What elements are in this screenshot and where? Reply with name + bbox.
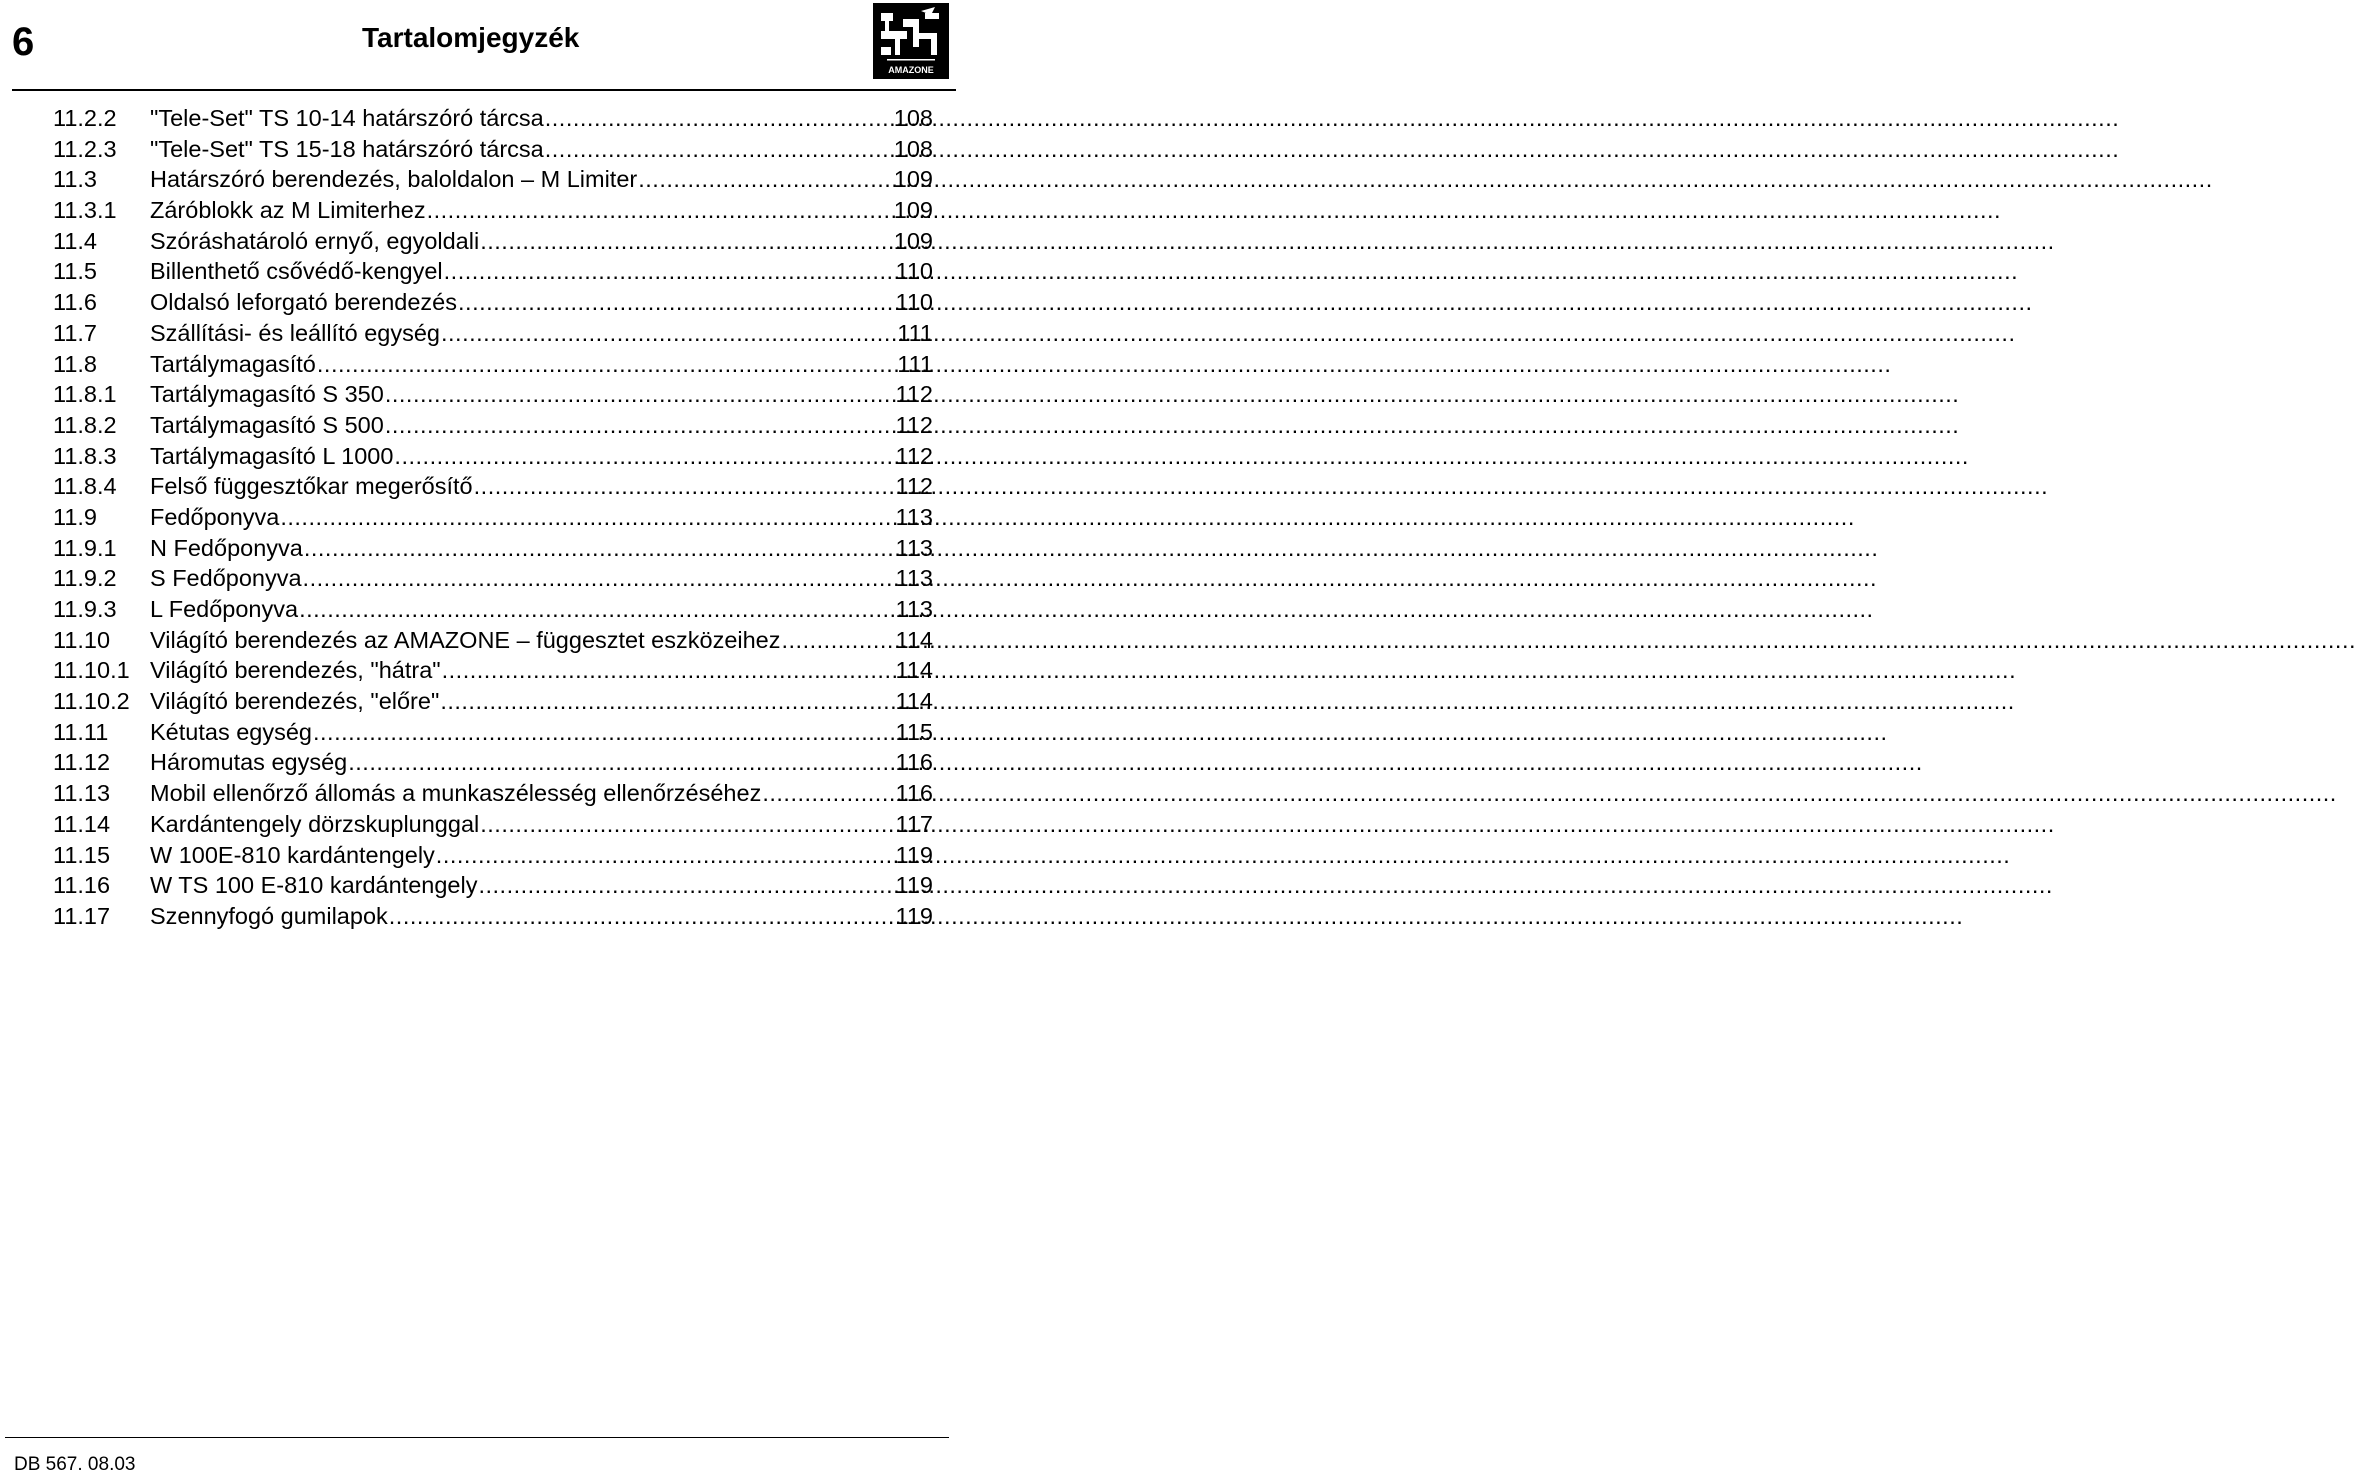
toc-entry-title: S Fedőponyva bbox=[150, 565, 302, 592]
toc-entry-title: Világító berendezés, "előre" bbox=[150, 688, 440, 715]
toc-entry-number: 11.8.4 bbox=[53, 473, 117, 500]
toc-dot-leader bbox=[388, 901, 896, 932]
document-code: DB 567. 08.03 bbox=[14, 1454, 136, 1475]
toc-entry-title: Fedőponyva bbox=[150, 503, 280, 530]
toc-entry-page: 113 bbox=[895, 596, 933, 622]
toc-entry-title: W 100E-810 kardántengely bbox=[150, 841, 435, 868]
toc-entry[interactable] bbox=[53, 747, 933, 778]
toc-dot-leader bbox=[347, 747, 895, 778]
toc-entry-number: 11.17 bbox=[53, 902, 111, 929]
toc-entry-title: Világító berendezés, "hátra" bbox=[150, 657, 441, 684]
toc-entry[interactable] bbox=[53, 870, 933, 901]
toc-entry-number: 11.15 bbox=[53, 841, 111, 868]
toc-entry[interactable] bbox=[53, 410, 933, 441]
toc-entry-title: Mobil ellenőrző állomás a munkaszélesség ellenőrzéséhez bbox=[150, 780, 762, 807]
toc-entry-number: 11.8.3 bbox=[53, 442, 117, 469]
toc-entry-title: Felső függesztőkar megerősítő bbox=[150, 473, 473, 500]
toc-entry[interactable] bbox=[53, 441, 933, 472]
toc-entry[interactable] bbox=[53, 195, 933, 226]
toc-dot-leader bbox=[279, 502, 895, 533]
toc-entry-title: Tartálymagasító S 350 bbox=[150, 381, 384, 408]
toc-entry-page: 109 bbox=[893, 197, 933, 224]
toc-entry-number: 11.9.1 bbox=[53, 534, 117, 561]
toc-entry-page: 109 bbox=[893, 166, 933, 193]
toc-entry-number: 11.9.2 bbox=[53, 565, 117, 592]
toc-entry-page: 113 bbox=[895, 503, 933, 530]
page-number: 6 bbox=[12, 20, 35, 64]
toc-dot-leader bbox=[479, 226, 894, 257]
toc-entry-title: W TS 100 E-810 kardántengely bbox=[150, 872, 478, 899]
toc-dot-leader bbox=[384, 379, 896, 410]
toc-entry-number: 11.3 bbox=[53, 166, 97, 193]
toc-dot-leader bbox=[302, 563, 896, 594]
toc-dot-leader bbox=[393, 441, 895, 472]
toc-entry-title: Billenthető csővédő-kengyel bbox=[150, 258, 443, 285]
toc-entry-number: 11.6 bbox=[53, 289, 97, 316]
toc-dot-leader bbox=[457, 287, 896, 318]
toc-entry-title: Oldalsó leforgató berendezés bbox=[150, 289, 458, 316]
toc-entry-number: 11.10.1 bbox=[53, 657, 130, 684]
toc-entry-number: 11.8 bbox=[53, 350, 97, 377]
toc-dot-leader bbox=[440, 318, 897, 349]
toc-entry[interactable] bbox=[53, 625, 933, 656]
toc-dot-leader bbox=[443, 256, 896, 287]
toc-entry-page: 112 bbox=[895, 473, 933, 500]
toc-entry-number: 11.5 bbox=[53, 258, 97, 285]
toc-entry-page: 108 bbox=[893, 135, 933, 162]
toc-entry-number: 11.10.2 bbox=[53, 688, 130, 715]
toc-entry[interactable] bbox=[53, 809, 933, 840]
toc-entry-page: 112 bbox=[895, 381, 933, 408]
toc-entry[interactable] bbox=[53, 256, 933, 287]
amazone-logo-icon bbox=[873, 3, 949, 79]
toc-entry-number: 11.7 bbox=[53, 319, 97, 346]
toc-entry[interactable] bbox=[53, 502, 933, 533]
toc-entry-page: 112 bbox=[895, 411, 933, 438]
toc-entry-title: Határszóró berendezés, baloldalon – M Limiter bbox=[150, 166, 638, 193]
toc-entry-page: 113 bbox=[895, 565, 933, 592]
toc-entry-number: 11.13 bbox=[53, 780, 111, 807]
toc-entry-title: Kardántengely dörzskuplunggal bbox=[150, 810, 480, 837]
toc-entry-number: 11.14 bbox=[53, 810, 111, 837]
toc-entry-page: 114 bbox=[895, 657, 933, 684]
toc-entry[interactable] bbox=[53, 318, 933, 349]
toc-dot-leader bbox=[384, 410, 896, 441]
toc-entry-page: 113 bbox=[895, 534, 933, 561]
toc-entry[interactable] bbox=[53, 103, 933, 134]
toc-entry-title: Szóráshatároló ernyő, egyoldali bbox=[150, 227, 480, 254]
toc-entry-page: 116 bbox=[895, 749, 933, 776]
toc-entry-title: Világító berendezés az AMAZONE – függesztet eszközeihez bbox=[150, 626, 781, 653]
toc-entry-number: 11.8.1 bbox=[53, 381, 117, 408]
toc-entry-title: Háromutas egység bbox=[150, 749, 348, 776]
toc-entry-number: 11.9 bbox=[53, 503, 97, 530]
toc-entry[interactable] bbox=[53, 226, 933, 257]
toc-entry[interactable] bbox=[53, 533, 933, 564]
toc-entry-number: 11.10 bbox=[53, 626, 111, 653]
toc-entry-title: L Fedőponyva bbox=[150, 596, 299, 622]
toc-entry-page: 108 bbox=[893, 105, 933, 131]
toc-entry[interactable] bbox=[53, 349, 933, 380]
toc-dot-leader bbox=[439, 686, 895, 717]
toc-entry-page: 119 bbox=[895, 902, 933, 929]
toc-entry[interactable] bbox=[53, 379, 933, 410]
toc-entry-title: Záróblokk az M Limiterhez bbox=[150, 197, 426, 224]
toc-dot-leader bbox=[426, 195, 894, 226]
toc-entry[interactable] bbox=[53, 164, 933, 195]
toc-entry-number: 11.2.3 bbox=[53, 135, 117, 162]
toc-entry-page: 115 bbox=[895, 718, 933, 745]
toc-dot-leader bbox=[316, 349, 897, 380]
toc-entry-number: 11.2.2 bbox=[53, 105, 117, 131]
toc-dot-leader bbox=[303, 533, 896, 564]
toc-entry-page: 119 bbox=[895, 841, 933, 868]
logo-text: AMAZONE bbox=[888, 65, 934, 75]
toc-dot-leader bbox=[544, 103, 894, 134]
toc-dot-leader bbox=[479, 809, 895, 840]
table-of-contents bbox=[53, 103, 933, 932]
toc-entry-number: 11.16 bbox=[53, 872, 111, 899]
toc-entry-page: 112 bbox=[895, 442, 933, 469]
footer-divider bbox=[5, 1437, 949, 1438]
toc-entry[interactable] bbox=[53, 840, 933, 871]
toc-dot-leader bbox=[435, 840, 896, 871]
toc-dot-leader bbox=[298, 594, 895, 625]
toc-entry-title: Tartálymagasító bbox=[150, 350, 316, 377]
toc-entry[interactable] bbox=[53, 655, 933, 686]
toc-entry-number: 11.11 bbox=[53, 718, 109, 745]
toc-dot-leader bbox=[781, 625, 896, 656]
toc-entry-page: 110 bbox=[895, 258, 933, 285]
toc-entry-page: 116 bbox=[895, 780, 933, 807]
toc-dot-leader bbox=[761, 778, 895, 809]
toc-entry-number: 11.8.2 bbox=[53, 411, 117, 438]
toc-entry-page: 109 bbox=[893, 227, 933, 254]
toc-entry-title: Szennyfogó gumilapok bbox=[150, 902, 388, 929]
toc-entry[interactable] bbox=[53, 563, 933, 594]
toc-entry[interactable] bbox=[53, 471, 933, 502]
toc-dot-leader bbox=[477, 870, 895, 901]
toc-entry[interactable] bbox=[53, 778, 933, 809]
toc-entry-number: 11.3.1 bbox=[53, 197, 117, 224]
toc-dot-leader bbox=[312, 717, 896, 748]
toc-entry-title: Szállítási- és leállító egység bbox=[150, 319, 440, 346]
toc-entry-number: 11.4 bbox=[53, 227, 97, 254]
toc-entry-title: N Fedőponyva bbox=[150, 534, 303, 561]
toc-entry-page: 111 bbox=[897, 319, 933, 346]
toc-dot-leader bbox=[441, 655, 896, 686]
toc-entry[interactable] bbox=[53, 594, 933, 625]
toc-entry-title: Kétutas egység bbox=[150, 718, 312, 745]
toc-dot-leader bbox=[544, 134, 894, 165]
toc-entry-number: 11.9.3 bbox=[53, 596, 117, 622]
toc-entry-title: Tartálymagasító S 500 bbox=[150, 411, 384, 438]
toc-entry-page: 114 bbox=[895, 688, 933, 715]
toc-entry-page: 119 bbox=[895, 872, 933, 899]
toc-entry-page: 117 bbox=[895, 810, 933, 837]
header-divider bbox=[12, 89, 956, 91]
toc-entry-page: 114 bbox=[895, 626, 933, 653]
page-title: Tartalomjegyzék bbox=[362, 22, 580, 53]
toc-entry-title: "Tele-Set" TS 15-18 határszóró tárcsa bbox=[150, 135, 544, 162]
toc-entry[interactable] bbox=[53, 287, 933, 318]
toc-entry-page: 110 bbox=[895, 289, 933, 316]
toc-entry[interactable] bbox=[53, 134, 933, 165]
toc-entry-title: "Tele-Set" TS 10-14 határszóró tárcsa bbox=[150, 105, 544, 131]
toc-entry-title: Tartálymagasító L 1000 bbox=[150, 442, 394, 469]
toc-entry[interactable] bbox=[53, 686, 933, 717]
toc-entry[interactable] bbox=[53, 717, 933, 748]
toc-dot-leader bbox=[637, 164, 894, 195]
toc-entry-page: 111 bbox=[897, 350, 933, 377]
toc-dot-leader bbox=[473, 471, 896, 502]
toc-entry-number: 11.12 bbox=[53, 749, 111, 776]
toc-entry[interactable] bbox=[53, 901, 933, 932]
